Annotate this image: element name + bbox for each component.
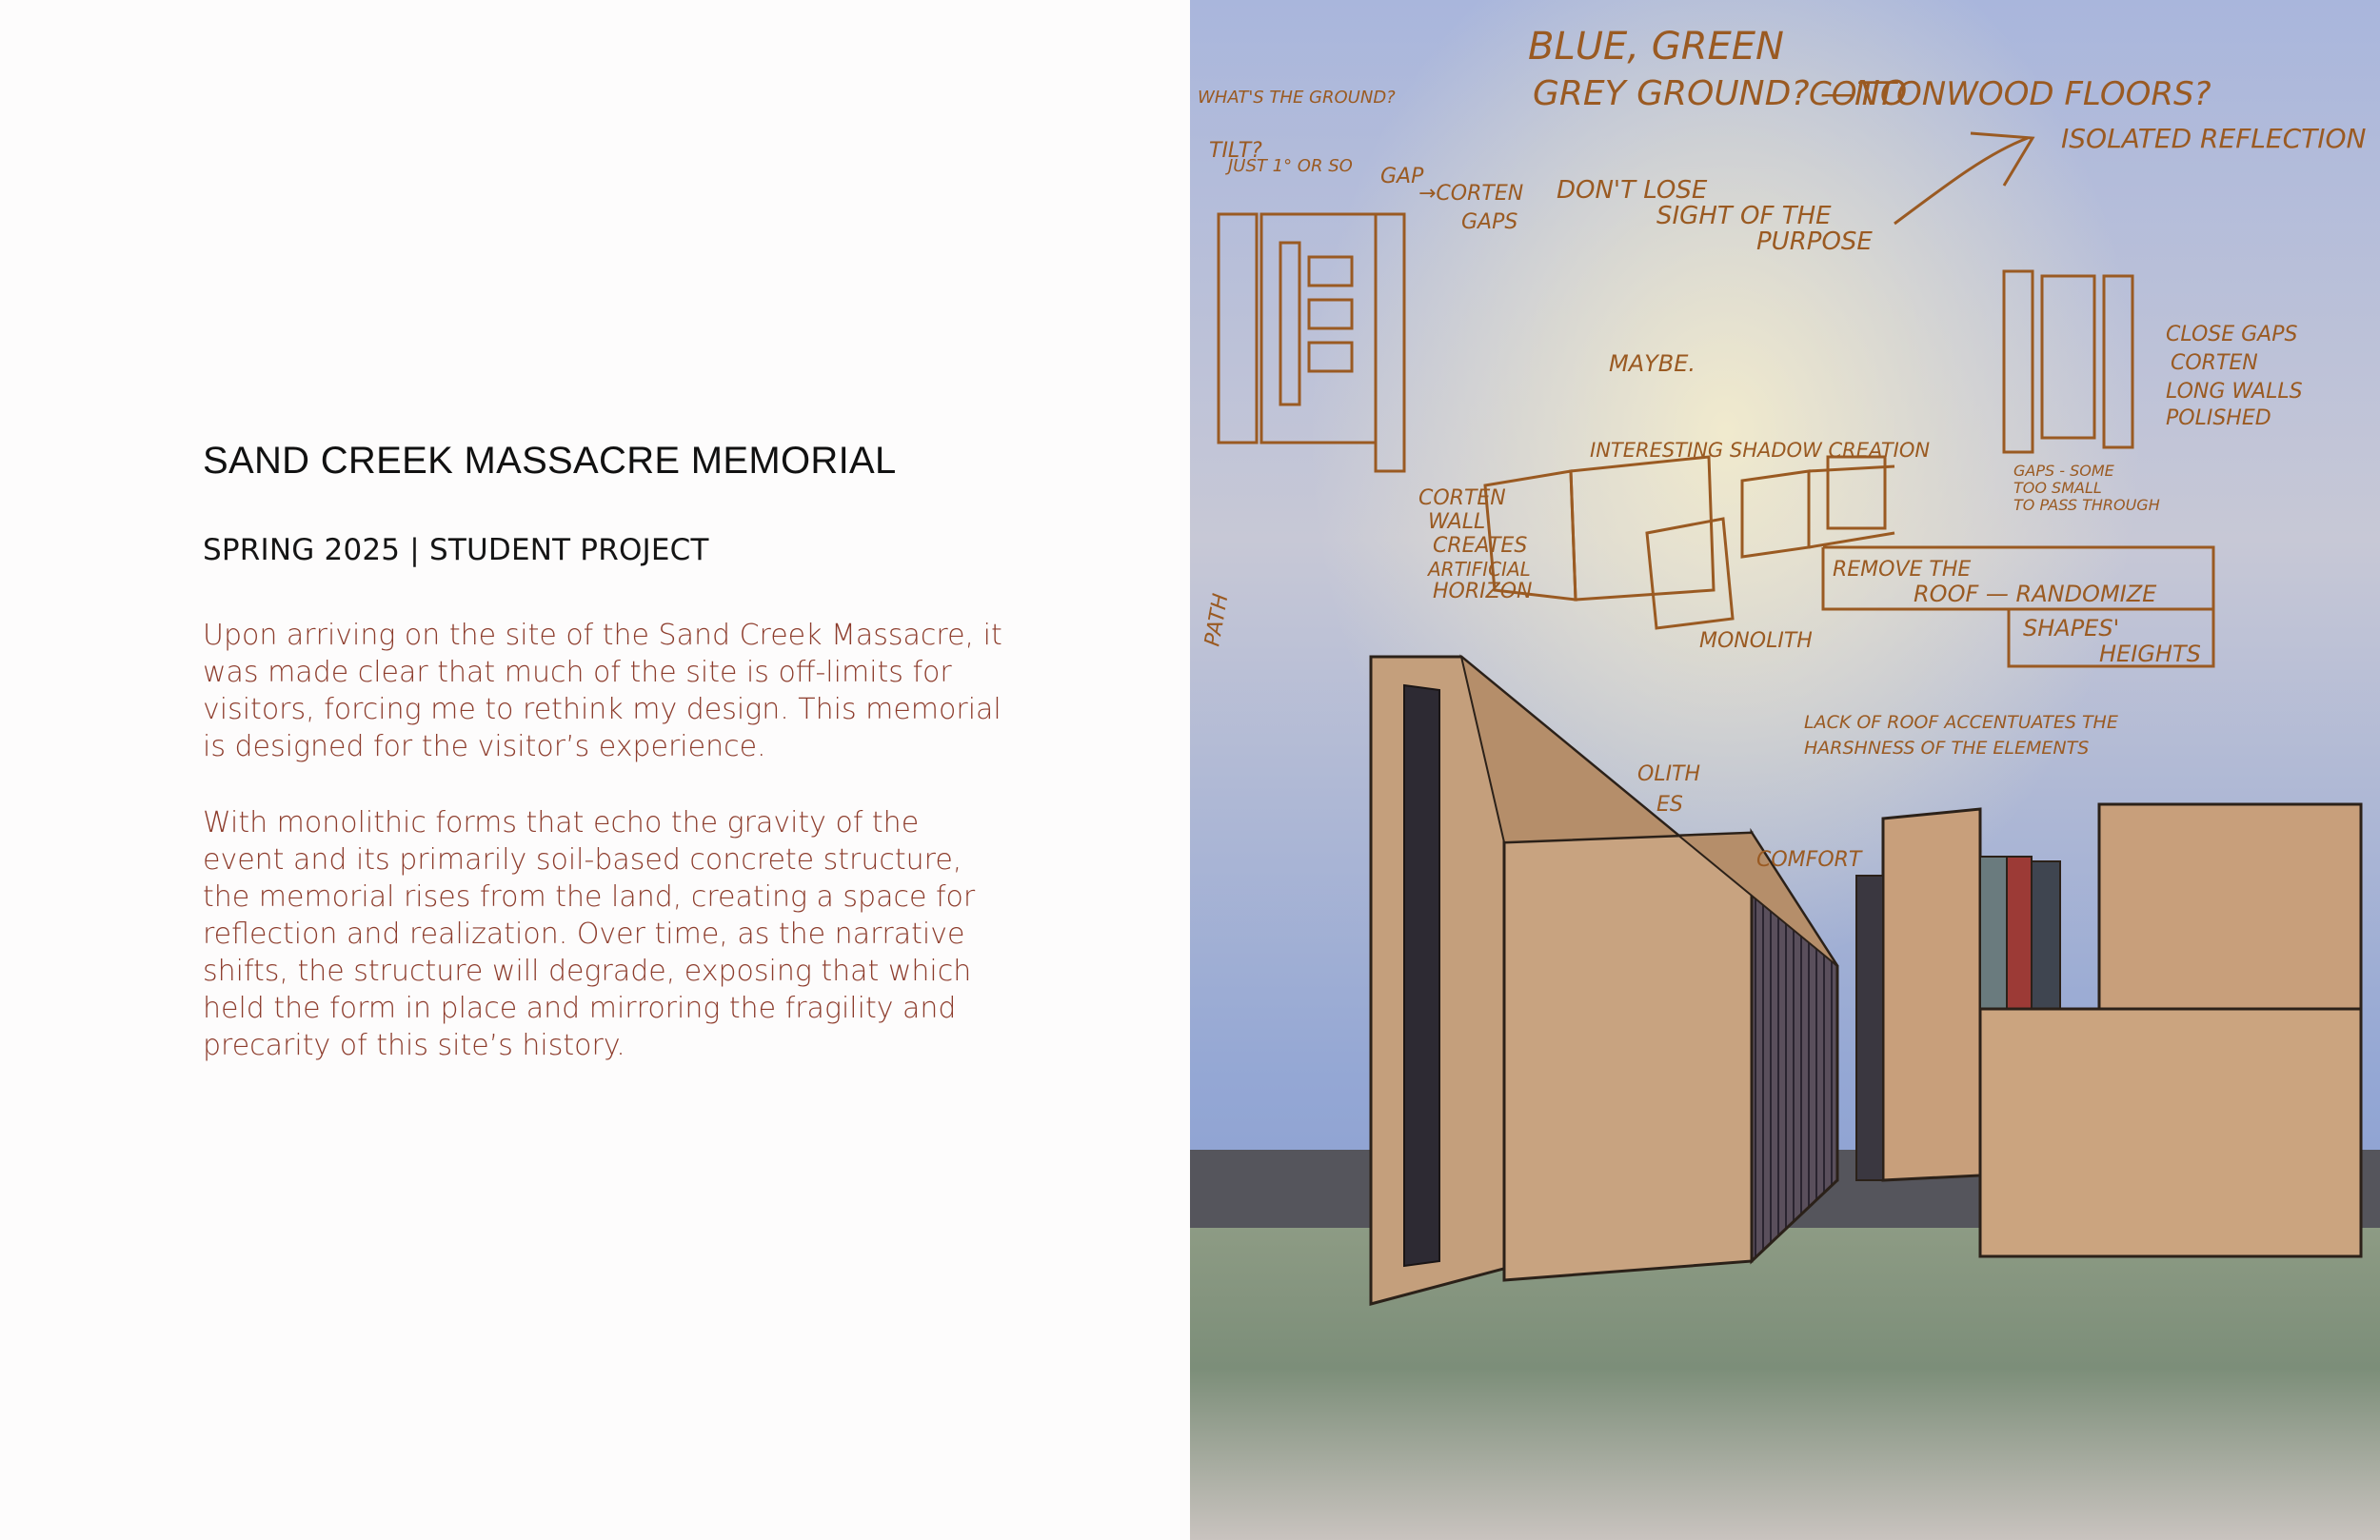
note-isolated: ISOLATED REFLECTION bbox=[2061, 123, 2367, 154]
note-dont-lose-1: DON'T LOSE bbox=[1557, 176, 1708, 205]
note-monolith: MONOLITH bbox=[1699, 629, 1813, 653]
note-long-walls: LONG WALLS bbox=[2166, 380, 2303, 404]
note-remove-3: SHAPES' bbox=[2023, 615, 2120, 642]
project-title: SAND CREEK MASSACRE MEMORIAL bbox=[203, 440, 897, 482]
note-corten-wall-2: WALL bbox=[1428, 510, 1486, 534]
note-es-fragment: ES bbox=[1656, 793, 1683, 817]
note-gaps-some-1: GAPS - SOME bbox=[2013, 462, 2114, 480]
note-corten-wall-1: CORTEN bbox=[1418, 486, 1506, 510]
note-gaps: GAPS bbox=[1461, 210, 1518, 234]
description-paragraph-2: With monolithic forms that echo the gravity of the event and its primarily soil-based concrete structure, the memorial rises from the land, creating a space for reflection and realization. Over time, as the narrative shifts, the structure will degrade, exposing that which held the form in place and mirroring the fragility and precarity of this site’s history. bbox=[203, 806, 976, 1062]
note-corten-arrow: →CORTEN bbox=[1418, 182, 1524, 206]
note-corten-wall-4: ARTIFICIAL bbox=[1428, 558, 1531, 581]
sketch-illustration bbox=[1190, 0, 2380, 1540]
ground-wash bbox=[1190, 1228, 2380, 1540]
note-lack-2: HARSHNESS OF THE ELEMENTS bbox=[1804, 738, 2090, 759]
note-corten: CORTEN bbox=[2171, 351, 2258, 375]
description-paragraph-1: Upon arriving on the site of the Sand Creek Massacre, it was made clear that much of the site is off-limits for visitors, forcing me to rethink my design. This memorial is designed for the visitor’s experience. bbox=[203, 619, 1002, 763]
note-dont-lose-3: PURPOSE bbox=[1756, 227, 1873, 256]
watercolor-sketch bbox=[1190, 0, 2380, 1540]
note-maybe: MAYBE. bbox=[1609, 350, 1696, 377]
note-close-gaps: CLOSE GAPS bbox=[2166, 323, 2298, 346]
note-remove-1: REMOVE THE bbox=[1833, 558, 1972, 582]
note-path: PATH bbox=[1200, 591, 1234, 649]
project-subtitle: SPRING 2025 | STUDENT PROJECT bbox=[203, 533, 709, 567]
note-remove-4: HEIGHTS bbox=[2099, 641, 2201, 667]
note-cottonwood: COTTONWOOD FLOORS? bbox=[1809, 75, 2211, 113]
note-tilt: TILT? bbox=[1209, 139, 1262, 163]
note-comfort: COMFORT bbox=[1756, 848, 1862, 872]
note-ground-question: WHAT'S THE GROUND? bbox=[1198, 88, 1396, 108]
note-corten-wall-5: HORIZON bbox=[1433, 580, 1533, 603]
note-corten-wall-3: CREATES bbox=[1433, 534, 1528, 558]
note-dont-lose-2: SIGHT OF THE bbox=[1656, 202, 1832, 230]
note-blue-green: BLUE, GREEN bbox=[1528, 25, 1784, 69]
note-polished: POLISHED bbox=[2166, 406, 2271, 430]
note-gaps-some-2: TOO SMALL bbox=[2013, 479, 2102, 497]
note-lack-1: LACK OF ROOF ACCENTUATES THE bbox=[1804, 712, 2118, 733]
note-grey-ground: GREY GROUND? —NO bbox=[1533, 74, 1908, 113]
note-remove-2: ROOF — RANDOMIZE bbox=[1914, 581, 2157, 607]
note-monolith-fragment: OLITH bbox=[1637, 762, 1701, 786]
note-shadow: INTERESTING SHADOW CREATION bbox=[1590, 439, 1931, 462]
note-just: JUST 1° OR SO bbox=[1228, 156, 1353, 176]
note-gaps-some-3: TO PASS THROUGH bbox=[2013, 496, 2160, 514]
note-gap: GAP bbox=[1380, 165, 1424, 188]
